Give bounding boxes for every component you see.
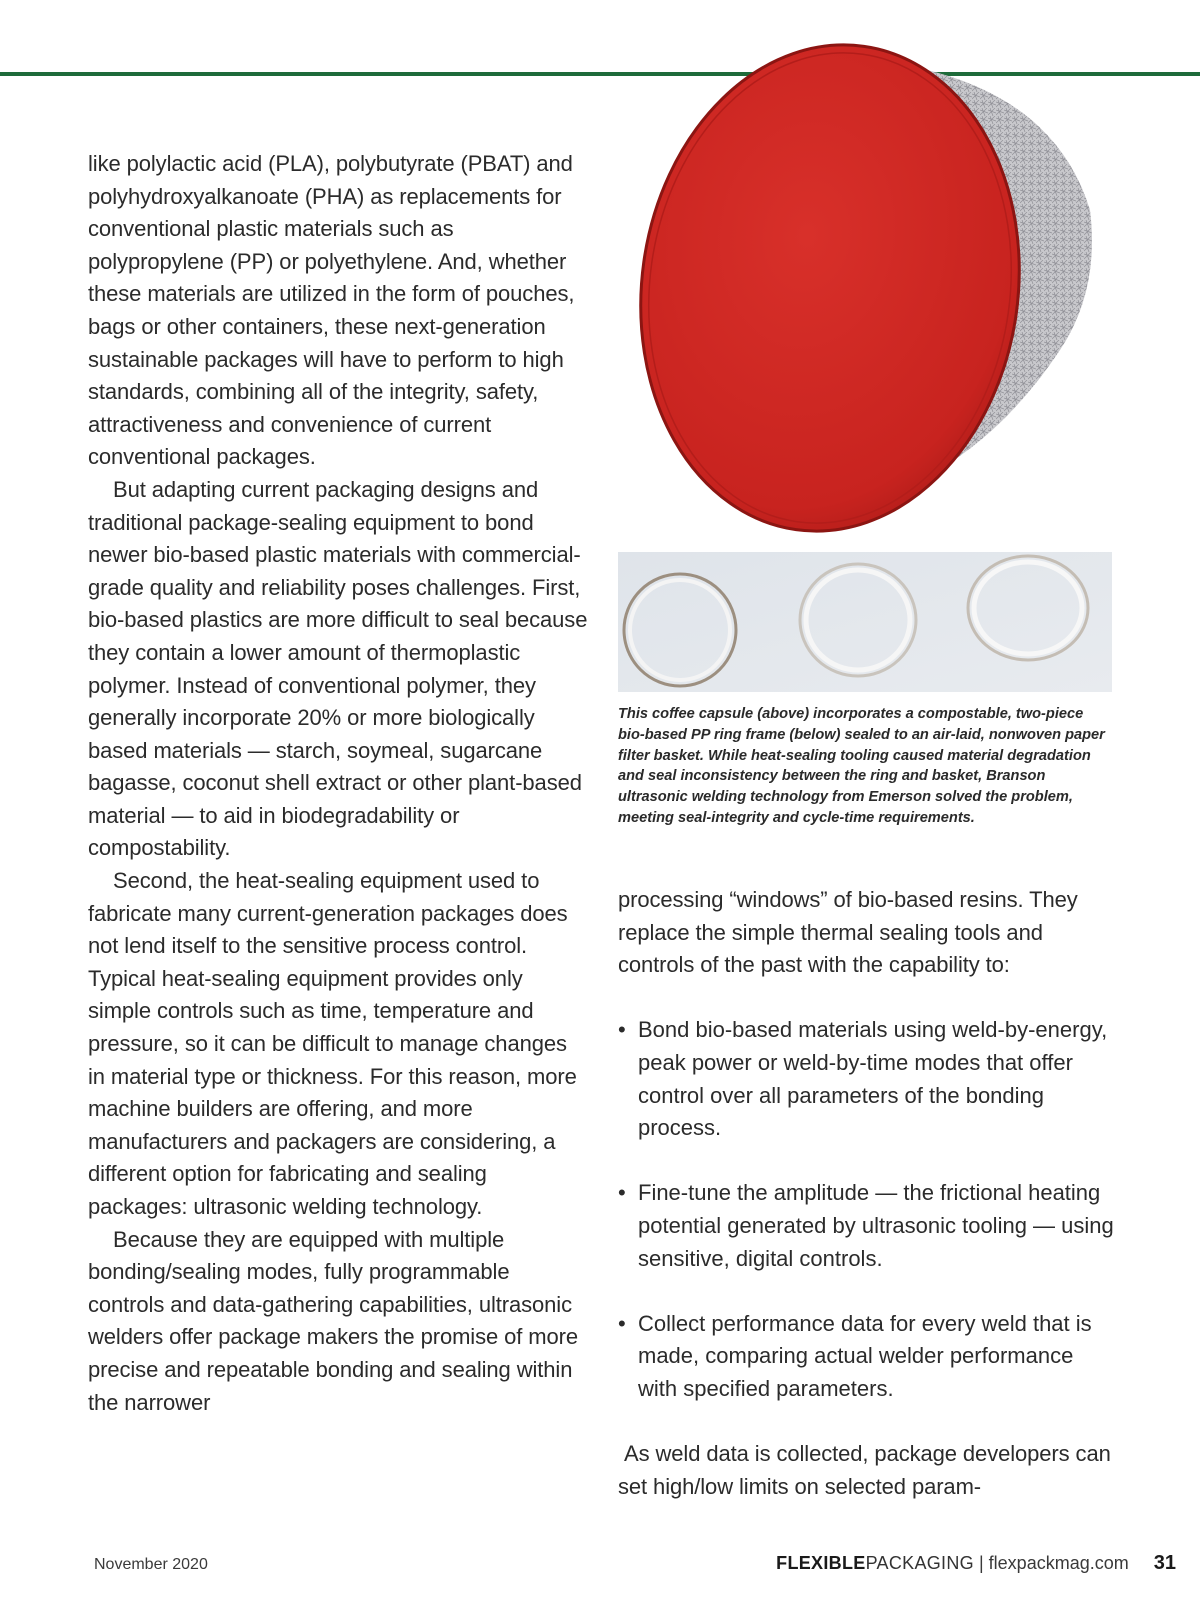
- paragraph-1: like polylactic acid (PLA), polybutyrate (PBAT) and polyhydroxyalkanoate (PHA) as replacements for conventional plastic materials such as polypropylene (PP) or polyethylene. And, whether these materials are utilized in the form of pouches, bags or other containers, these next-generation sustainable packages will have to perform to high standards, combining all of the integrity, safety, attractiveness and convenience of current conventional packages.: [88, 151, 575, 470]
- coffee-capsule-image: [620, 20, 1120, 540]
- issue-date: November 2020: [94, 1556, 208, 1573]
- list-item: [618, 1014, 1118, 1144]
- brand-name-bold: FLEXIBLE: [776, 1553, 866, 1573]
- capability-list: [618, 1014, 1118, 1405]
- bullet-icon: •: [618, 1310, 626, 1336]
- ring-frames-image: [618, 552, 1112, 692]
- footer-masthead: [776, 1552, 1176, 1575]
- page-number: 31: [1153, 1552, 1176, 1574]
- website-url: flexpackmag.com: [988, 1553, 1129, 1573]
- list-item-text: Collect performance data for every weld that is made, comparing actual welder performance with specified parameters.: [638, 1310, 1092, 1401]
- paragraph-2: But adapting current packaging designs and traditional package-sealing equipment to bond newer bio-based plastic materials with commercial-grade quality and reliability poses challenges. First, bio-based plastics are more difficult to seal because they contain a lower amount of thermoplastic polymer. Instead of conventional polymer, they generally incorporate 20% or more biologically based materials — starch, soymeal, sugarcane bagasse, coconut shell extract or other plant-based material — to aid in biodegradability or compostability.: [88, 476, 588, 861]
- list-item-text: Fine-tune the amplitude — the frictional heating potential generated by ultrasonic tooling — using sensitive, digital controls.: [638, 1180, 1114, 1271]
- closing-paragraph: As weld data is collected, package developers can set high/low limits on selected param-: [618, 1441, 1111, 1499]
- list-item: [618, 1308, 1118, 1406]
- footer-separator: |: [978, 1553, 984, 1573]
- list-item: [618, 1177, 1118, 1275]
- bullet-icon: •: [618, 1180, 626, 1206]
- list-item-text: Bond bio-based materials using weld-by-energy, peak power or weld-by-time modes that offer control over all parameters of the bonding process.: [638, 1017, 1108, 1141]
- bullet-icon: •: [618, 1017, 626, 1043]
- left-column: [88, 148, 588, 1419]
- paragraph-4: Because they are equipped with multiple bonding/sealing modes, fully programmable controls and data-gathering capabilities, ultrasonic welders offer package makers the promise of more precise and repeatable bonding and sealing within the narrower: [88, 1226, 579, 1415]
- paragraph-3: Second, the heat-sealing equipment used to fabricate many current-generation packages does not lend itself to the sensitive process control. Typical heat-sealing equipment provides only simple controls such as time, temperature and pressure, so it can be difficult to manage changes in material type or thickness. For this reason, more machine builders are offering, and more manufacturers and packagers are considering, a different option for fabricating and sealing packages: ultrasonic welding technology.: [88, 868, 577, 1219]
- figure-caption: This coffee capsule (above) incorporates a compostable, two-piece bio-based PP ring frame (below) sealed to an air-laid, nonwoven paper filter basket. While heat-sealing tooling caused material degradation and seal inconsistency between the ring and basket, Branson ultrasonic welding technology from Emerson solved the problem, meeting seal-integrity and cycle-time requirements.: [618, 706, 1105, 826]
- brand-name-light: PACKAGING: [865, 1553, 974, 1573]
- right-intro-paragraph: processing “windows” of bio-based resins. They replace the simple thermal sealing tools and controls of the past with the capability to:: [618, 887, 1078, 978]
- right-column: [618, 884, 1118, 1503]
